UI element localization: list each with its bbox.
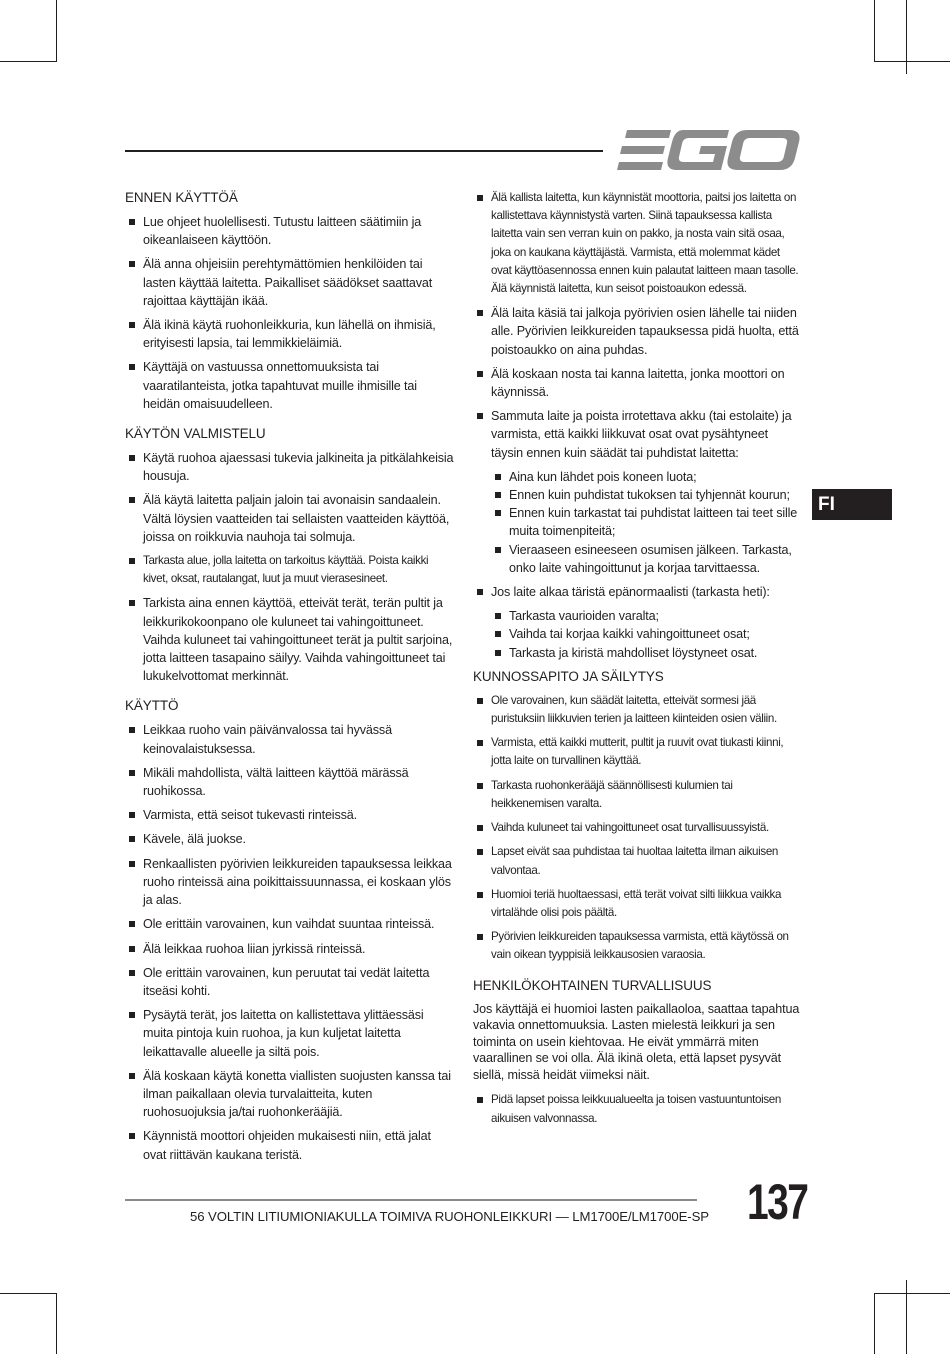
list-item-text: Pyörivien leikkureiden tapauksessa varmista, että käytössä on vain oikean tyyppisiä leikkausosien varaosia.	[491, 930, 789, 962]
list-item-text: Pysäytä terät, jos laitetta on kallistettava ylittäessäsi muita pintoja kuin ruohoa, ja kun kuljetat laitetta leikattavalle alueelle ja siltä pois.	[143, 1008, 424, 1059]
list-item-text: Käytä ruohoa ajaessasi tukevia jalkineita ja pitkälahkeisia housuja.	[143, 451, 454, 484]
bullet-list	[473, 1091, 803, 1127]
sub-list-item	[491, 468, 803, 486]
crop-mark	[0, 1293, 57, 1294]
list-item-text: Sammuta laite ja poista irrotettava akku (tai estolaite) ja varmista, että kaikki liikkuvat osat ovat pysähtyneet täysin ennen kuin säädät tai puhdistat laitetta:	[491, 409, 792, 460]
bullet-icon	[129, 921, 135, 927]
sub-list-item	[491, 625, 803, 643]
sub-list-item-text: Ennen kuin puhdistat tukoksen tai tyhjennät kourun;	[509, 488, 790, 503]
list-item	[125, 491, 455, 546]
bullet-icon	[129, 261, 135, 267]
list-item	[125, 358, 455, 413]
sub-list-item	[491, 541, 803, 577]
list-item-text: Käyttäjä on vastuussa onnettomuuksista tai vaaratilanteista, jotka tapahtuvat muille ihmisille tai heidän omaisuudelleen.	[143, 360, 417, 411]
bullet-icon	[495, 492, 501, 498]
bullet-icon	[477, 849, 483, 855]
list-item	[125, 552, 455, 588]
list-item	[473, 843, 803, 879]
left-column	[125, 189, 455, 1170]
list-item-text: Kävele, älä juokse.	[143, 832, 246, 847]
bullet-icon	[495, 474, 501, 480]
language-tab-label: FI	[818, 494, 835, 515]
bullet-icon	[129, 455, 135, 461]
section-heading: KUNNOSSAPITO JA SÄILYTYS	[473, 668, 664, 684]
ego-logo	[617, 130, 800, 170]
list-item	[125, 940, 455, 958]
list-item	[125, 594, 455, 685]
bullet-icon	[129, 836, 135, 842]
list-item	[473, 407, 803, 577]
bullet-icon	[477, 1097, 483, 1103]
footer-rule	[125, 1199, 697, 1201]
bullet-icon	[477, 371, 483, 377]
list-item-text: Varmista, että seisot tukevasti rinteissä.	[143, 808, 357, 823]
bullet-list	[125, 213, 455, 413]
bullet-icon	[129, 1133, 135, 1139]
bullet-icon	[129, 558, 135, 564]
bullet-icon	[477, 892, 483, 898]
list-item	[125, 1127, 455, 1163]
list-item-text: Tarkasta ruohonkerääjä säännöllisesti kulumien tai heikkenemisen varalta.	[491, 778, 733, 810]
bullet-icon	[477, 698, 483, 704]
list-item	[125, 830, 455, 848]
bullet-icon	[129, 727, 135, 733]
crop-mark	[56, 0, 57, 62]
list-item-text: Älä käytä laitetta paljain jaloin tai avonaisin sandaalein. Vältä löysien vaatteiden tai sellaisten vaatteiden käyttöä, joissa on roikkuvia nauhoja tai solmuja.	[143, 493, 450, 544]
sub-list-item	[491, 486, 803, 504]
list-item-text: Ole varovainen, kun säädät laitetta, etteivät sormesi jää puristuksiin liikkuvien terien ja laitteen kiinteiden osien väliin.	[491, 693, 777, 726]
list-item-text: Tarkista aina ennen käyttöä, etteivät terät, terän pultit ja leikkurikokoonpano ole kuluneet tai vahingoittuneet. Vaihda kuluneet tai vahingoittuneet terät ja pultit sarjoina, jotta laitteen tasapaino säilyy. Vaihda vahingoittuneet tai lukukelvottomat merkinnät.	[143, 596, 453, 684]
page-number: 137	[747, 1174, 808, 1230]
bullet-icon	[129, 812, 135, 818]
list-item-text: Lapset eivät saa puhdistaa tai huoltaa laitetta ilman aikuisen valvontaa.	[491, 845, 779, 877]
crop-mark	[0, 61, 57, 62]
list-item-text: Ole erittäin varovainen, kun peruutat tai vedät laitetta itseäsi kohti.	[143, 965, 430, 998]
bullet-icon	[129, 322, 135, 328]
bullet-icon	[477, 195, 483, 201]
bullet-icon	[477, 934, 483, 940]
list-item	[473, 189, 803, 298]
list-item	[125, 721, 455, 757]
list-item-text: Renkaallisten pyörivien leikkureiden tapauksessa leikkaa ruoho rinteissä aina poikittaissuunnassa, ei koskaan ylös ja alas.	[143, 856, 452, 908]
bullet-icon	[477, 310, 483, 316]
sub-list-item-text: Vieraaseen esineeseen osumisen jälkeen. Tarkasta, onko laite vahingoittunut ja korjaa tarvittaessa.	[509, 542, 792, 575]
list-item	[125, 964, 455, 1000]
sub-list-item-text: Ennen kuin tarkastat tai puhdistat laitteen tai teet sille muita toimenpiteitä;	[509, 506, 798, 539]
bullet-icon	[129, 600, 135, 606]
list-item-text: Pidä lapset poissa leikkuualueelta ja toisen vastuuntuntoisen aikuisen valvonnassa.	[491, 1093, 781, 1125]
list-item	[125, 855, 455, 910]
list-item-text: Leikkaa ruoho vain päivänvalossa tai hyvässä keinovalaistuksessa.	[143, 723, 392, 756]
crop-mark	[874, 0, 875, 62]
bullet-icon	[129, 219, 135, 225]
bullet-list	[125, 449, 455, 685]
list-item	[125, 764, 455, 800]
bullet-icon	[477, 740, 483, 746]
bullet-icon	[129, 1073, 135, 1079]
list-item-text: Käynnistä moottori ohjeiden mukaisesti niin, että jalat ovat riittävän kaukana teristä.	[143, 1129, 431, 1162]
bullet-icon	[477, 589, 483, 595]
list-item	[473, 734, 803, 770]
list-item-text: Älä laita käsiä tai jalkoja pyörivien osien lähelle tai niiden alle. Pyörivien leikkureiden tapauksessa pidä huolta, että poistoaukko on aina puhdas.	[491, 306, 799, 357]
list-item-text: Jos laite alkaa täristä epänormaalisti (tarkasta heti):	[491, 585, 770, 600]
language-tab	[812, 489, 892, 520]
bullet-icon	[495, 650, 501, 656]
list-item-text: Älä leikkaa ruohoa liian jyrkissä rinteissä.	[143, 941, 366, 956]
bullet-list	[125, 721, 455, 1163]
bullet-icon	[495, 510, 501, 516]
bullet-icon	[129, 364, 135, 370]
list-item	[125, 213, 455, 249]
list-item	[473, 692, 803, 728]
list-item-text: Vaihda kuluneet tai vahingoittuneet osat turvallisuussyistä.	[491, 821, 769, 835]
sub-list-item	[491, 644, 803, 662]
list-item	[125, 806, 455, 824]
list-item	[473, 304, 803, 359]
list-item	[125, 1067, 455, 1122]
list-item-text: Älä kallista laitetta, kun käynnistät moottoria, paitsi jos laitetta on kallistettava käynnistystä varten. Siinä tapauksessa kallista laitetta vain sen verran kuin on pakko, ja nosta vain sitä osaa, joka on kaukana käyttäjästä. Varmista, että molemmat kädet ovat käyttöasennossa ennen kuin palautat laitteen maan tasolle. Älä käynnistä laitetta, kun seisot poistoaukon edessä.	[491, 191, 799, 296]
footer-title: 56 VOLTIN LITIUMIONIAKULLA TOIMIVA RUOHONLEIKKURI — LM1700E/LM1700E-SP	[190, 1209, 709, 1224]
sub-list-item-text: Aina kun lähdet pois koneen luota;	[509, 469, 697, 484]
list-item-text: Huomioi teriä huoltaessasi, että terät voivat silti liikkua vaikka virtalähde olisi pois päältä.	[491, 887, 782, 919]
crop-mark	[56, 1293, 57, 1354]
bullet-icon	[477, 413, 483, 419]
sub-list-item-text: Tarkasta ja kiristä mahdolliset löystyneet osat.	[509, 645, 758, 660]
list-item-text: Ole erittäin varovainen, kun vaihdat suuntaa rinteissä.	[143, 917, 435, 932]
paragraph: Jos käyttäjä ei huomioi lasten paikallaoloa, saattaa tapahtua vakavia onnettomuuksia. Lasten mielestä leikkuri ja sen toiminta on usein kiehtovaa. He eivät ymmärrä miten vaarallinen se voi olla. Älä ikinä oleta, että lapset pysyvät siellä, missä heidät viimeksi näit.	[473, 1001, 800, 1082]
crop-mark	[874, 61, 950, 62]
list-item	[473, 819, 803, 837]
bullet-icon	[129, 861, 135, 867]
bullet-icon	[129, 770, 135, 776]
bullet-icon	[477, 783, 483, 789]
sub-list	[491, 607, 803, 662]
list-item	[125, 316, 455, 352]
list-item-text: Lue ohjeet huolellisesti. Tutustu laitteen säätimiin ja oikeanlaiseen käyttöön.	[143, 215, 422, 248]
list-item-text: Älä koskaan käytä konetta viallisten suojusten kanssa tai ilman paikallaan olevia turvalaitteita, kuten ruohosuojuksia ja/tai ruohonkerääjiä.	[143, 1068, 451, 1120]
bullet-list	[473, 692, 803, 965]
list-item	[473, 886, 803, 922]
sub-list-item-text: Vaihda tai korjaa kaikki vahingoittuneet osat;	[509, 627, 750, 642]
list-item	[473, 583, 803, 662]
crop-mark	[906, 0, 907, 74]
list-item-text: Älä ikinä käytä ruohonleikkuria, kun lähellä on ihmisiä, erityisesti lapsia, tai lemmikkieläimiä.	[143, 318, 436, 351]
list-item	[473, 1091, 803, 1127]
bullet-list	[473, 189, 803, 662]
list-item-text: Varmista, että kaikki mutterit, pultit ja ruuvit ovat tiukasti kiinni, jotta laite on turvallinen käyttää.	[491, 736, 784, 768]
bullet-icon	[495, 631, 501, 637]
list-item	[473, 777, 803, 813]
list-item	[125, 449, 455, 485]
bullet-icon	[495, 547, 501, 553]
section-heading: KÄYTÖN VALMISTELU	[125, 426, 266, 442]
crop-mark	[874, 1293, 950, 1294]
section-heading: ENNEN KÄYTTÖÄ	[125, 190, 238, 205]
bullet-icon	[129, 946, 135, 952]
bullet-icon	[477, 825, 483, 831]
bullet-icon	[495, 613, 501, 619]
crop-mark	[874, 1293, 875, 1354]
sub-list-item	[491, 607, 803, 625]
list-item	[473, 928, 803, 964]
crop-mark	[906, 1280, 907, 1354]
bullet-icon	[129, 497, 135, 503]
right-column	[473, 189, 803, 1134]
list-item-text: Älä koskaan nosta tai kanna laitetta, jonka moottori on käynnissä.	[491, 366, 785, 400]
bullet-icon	[129, 970, 135, 976]
sub-list-item-text: Tarkasta vaurioiden varalta;	[509, 609, 659, 624]
list-item-text: Tarkasta alue, jolla laitetta on tarkoitus käyttää. Poista kaikki kivet, oksat, rautalangat, luut ja muut vierasesineet.	[143, 554, 429, 586]
sub-list-item	[491, 504, 803, 540]
section-heading: KÄYTTÖ	[125, 698, 179, 714]
list-item-text: Mikäli mahdollista, vältä laitteen käyttöä märässä ruohikossa.	[143, 765, 409, 799]
list-item	[125, 915, 455, 933]
sub-list	[491, 468, 803, 577]
list-item	[125, 255, 455, 310]
list-item-text: Älä anna ohjeisiin perehtymättömien henkilöiden tai lasten käyttää laitetta. Paikalliset säädökset saattavat rajoittaa käyttäjän ikää.	[143, 257, 433, 308]
header-rule	[125, 150, 603, 152]
bullet-icon	[129, 1012, 135, 1018]
list-item	[125, 1006, 455, 1061]
list-item	[473, 365, 803, 401]
section-heading: HENKILÖKOHTAINEN TURVALLISUUS	[473, 977, 712, 993]
